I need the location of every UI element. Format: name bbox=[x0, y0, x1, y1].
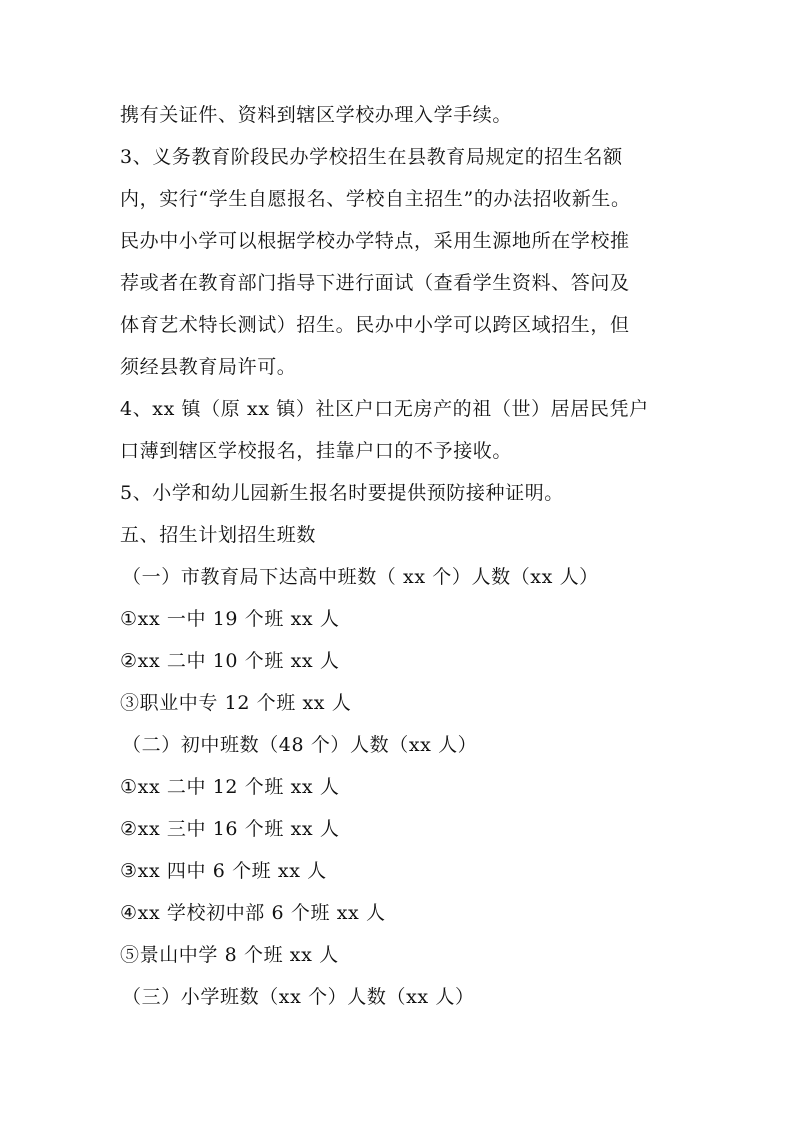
text-line: 内，实行“学生自愿报名、学校自主招生”的办法招收新生。 bbox=[120, 188, 631, 210]
text-line: 3、义务教育阶段民办学校招生在县教育局规定的招生名额 bbox=[120, 146, 623, 168]
text-line: 携有关证件、资料到辖区学校办理入学手续。 bbox=[120, 104, 513, 126]
text-line: 4、xx 镇（原 xx 镇）社区户口无房产的祖（世）居居民凭户 bbox=[120, 398, 649, 420]
list-item: ⑤景山中学 8 个班 xx 人 bbox=[120, 944, 339, 966]
text-line: 民办中小学可以根据学校办学特点，采用生源地所在学校推 bbox=[120, 230, 630, 252]
list-item: ③职业中专 12 个班 xx 人 bbox=[120, 692, 352, 714]
text-line: 荐或者在教育部门指导下进行面试（查看学生资料、答问及 bbox=[120, 272, 630, 294]
subsection-heading: （二）初中班数（48 个）人数（xx 人） bbox=[122, 734, 478, 756]
text-line: 体育艺术特长测试）招生。民办中小学可以跨区域招生，但 bbox=[120, 314, 630, 336]
text-line: 须经县教育局许可。 bbox=[120, 356, 297, 378]
list-item: ①xx 二中 12 个班 xx 人 bbox=[120, 776, 340, 798]
list-item: ③xx 四中 6 个班 xx 人 bbox=[120, 860, 327, 882]
subsection-heading: （三）小学班数（xx 个）人数（xx 人） bbox=[122, 986, 475, 1008]
subsection-heading: （一）市教育局下达高中班数（ xx 个）人数（xx 人） bbox=[122, 566, 599, 588]
list-item: ④xx 学校初中部 6 个班 xx 人 bbox=[120, 902, 386, 924]
section-heading: 五、招生计划招生班数 bbox=[120, 524, 317, 546]
list-item: ②xx 三中 16 个班 xx 人 bbox=[120, 818, 340, 840]
text-line: 5、小学和幼儿园新生报名时要提供预防接种证明。 bbox=[120, 482, 564, 504]
list-item: ②xx 二中 10 个班 xx 人 bbox=[120, 650, 340, 672]
text-line: 口薄到辖区学校报名，挂靠户口的不予接收。 bbox=[120, 440, 513, 462]
list-item: ①xx 一中 19 个班 xx 人 bbox=[120, 608, 340, 630]
